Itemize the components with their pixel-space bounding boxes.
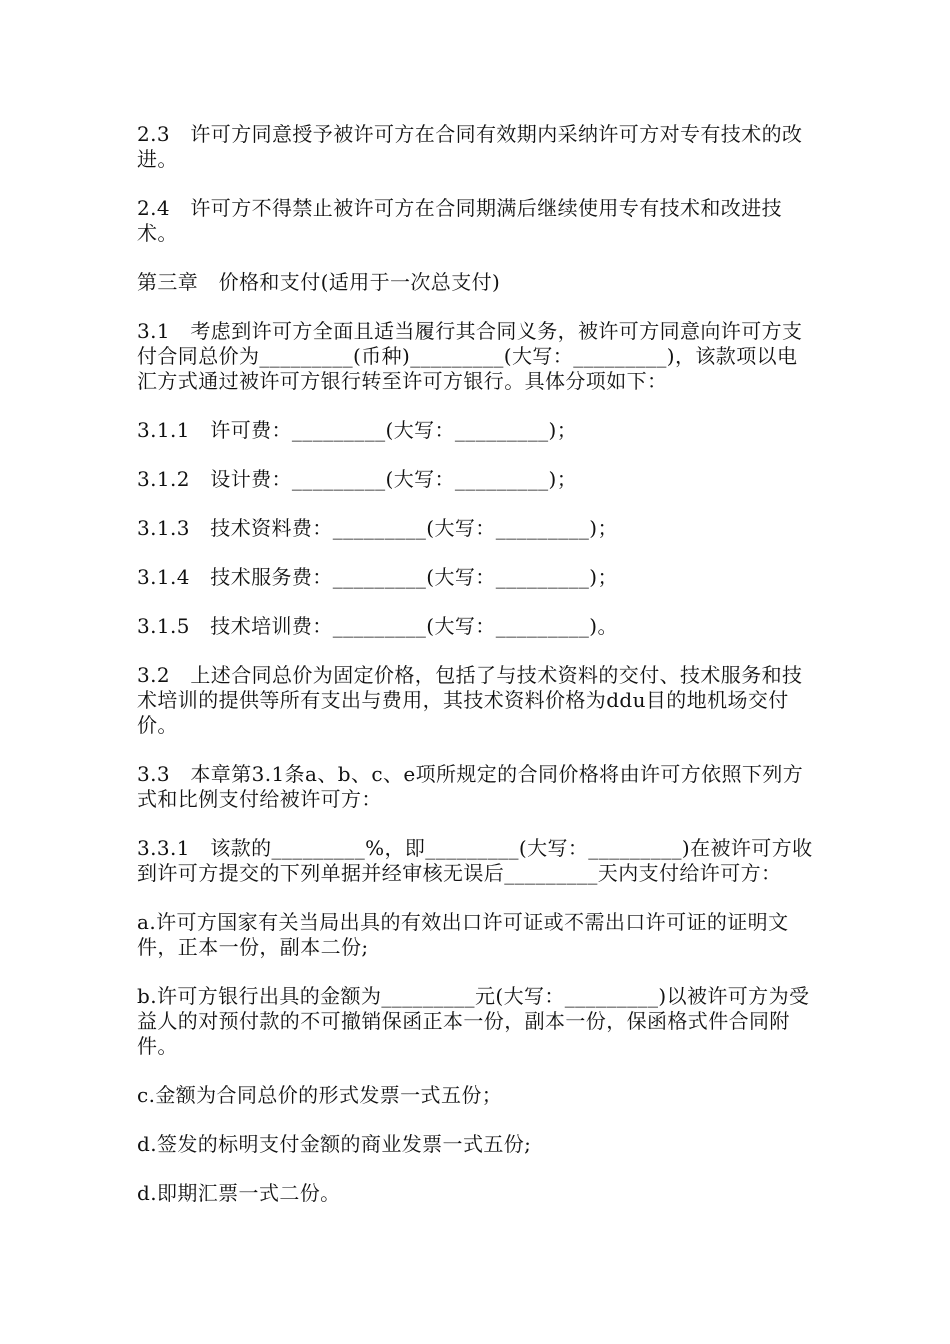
clause-3-2: 3.2 上述合同总价为固定价格，包括了与技术资料的交付、技术服务和技术培训的提供等所有支出与费用，其技术资料价格为ddu目的地机场交付价。 — [137, 663, 803, 737]
clause-3-1-3: 3.1.3 技术资料费：_________(大写：_________)； — [137, 516, 618, 540]
document-body — [137, 122, 815, 1230]
clause-3-3: 3.3 本章第3.1条a、b、c、e项所规定的合同价格将由许可方依照下列方式和比例支付给被许可方： — [137, 762, 804, 811]
clause-3-3-1: 3.3.1 该款的_________%，即_________(大写：_________)在被许可方收到许可方提交的下列单据并经审核无误后_________天内支付给许可方： — [137, 836, 813, 885]
document-item-a: a.许可方国家有关当局出具的有效出口许可证或不需出口许可证的证明文件，正本一份，副本二份; — [137, 910, 789, 959]
clause-3-1-4: 3.1.4 技术服务费：_________(大写：_________)； — [137, 565, 618, 589]
document-item-d-draft: d.即期汇票一式二份。 — [137, 1181, 341, 1205]
document-item-d-invoice: d.签发的标明支付金额的商业发票一式五份; — [137, 1132, 532, 1156]
clause-2-3: 2.3 许可方同意授予被许可方在合同有效期内采纳许可方对专有技术的改进。 — [137, 122, 803, 171]
chapter-3-heading: 第三章 价格和支付(适用于一次总支付) — [137, 270, 501, 294]
clause-3-1-1: 3.1.1 许可费：_________(大写：_________)； — [137, 418, 578, 442]
document-item-c: c.金额为合同总价的形式发票一式五份； — [137, 1083, 503, 1107]
clause-2-4: 2.4 许可方不得禁止被许可方在合同期满后继续使用专有技术和改进技术。 — [137, 196, 783, 245]
clause-3-1: 3.1 考虑到许可方全面且适当履行其合同义务，被许可方同意向许可方支付合同总价为_________(币种)_________(大写：_________)，该款项以电汇方式通过被许可方银行转至许可方银行。具体分项如下： — [137, 319, 803, 393]
clause-3-1-5: 3.1.5 技术培训费：_________(大写：_________)。 — [137, 614, 618, 638]
clause-3-1-2: 3.1.2 设计费：_________(大写：_________)； — [137, 467, 578, 491]
document-item-b: b.许可方银行出具的金额为_________元(大写：_________)以被许可方为受益人的对预付款的不可撤销保函正本一份，副本一份，保函格式件合同附件。 — [137, 984, 810, 1058]
